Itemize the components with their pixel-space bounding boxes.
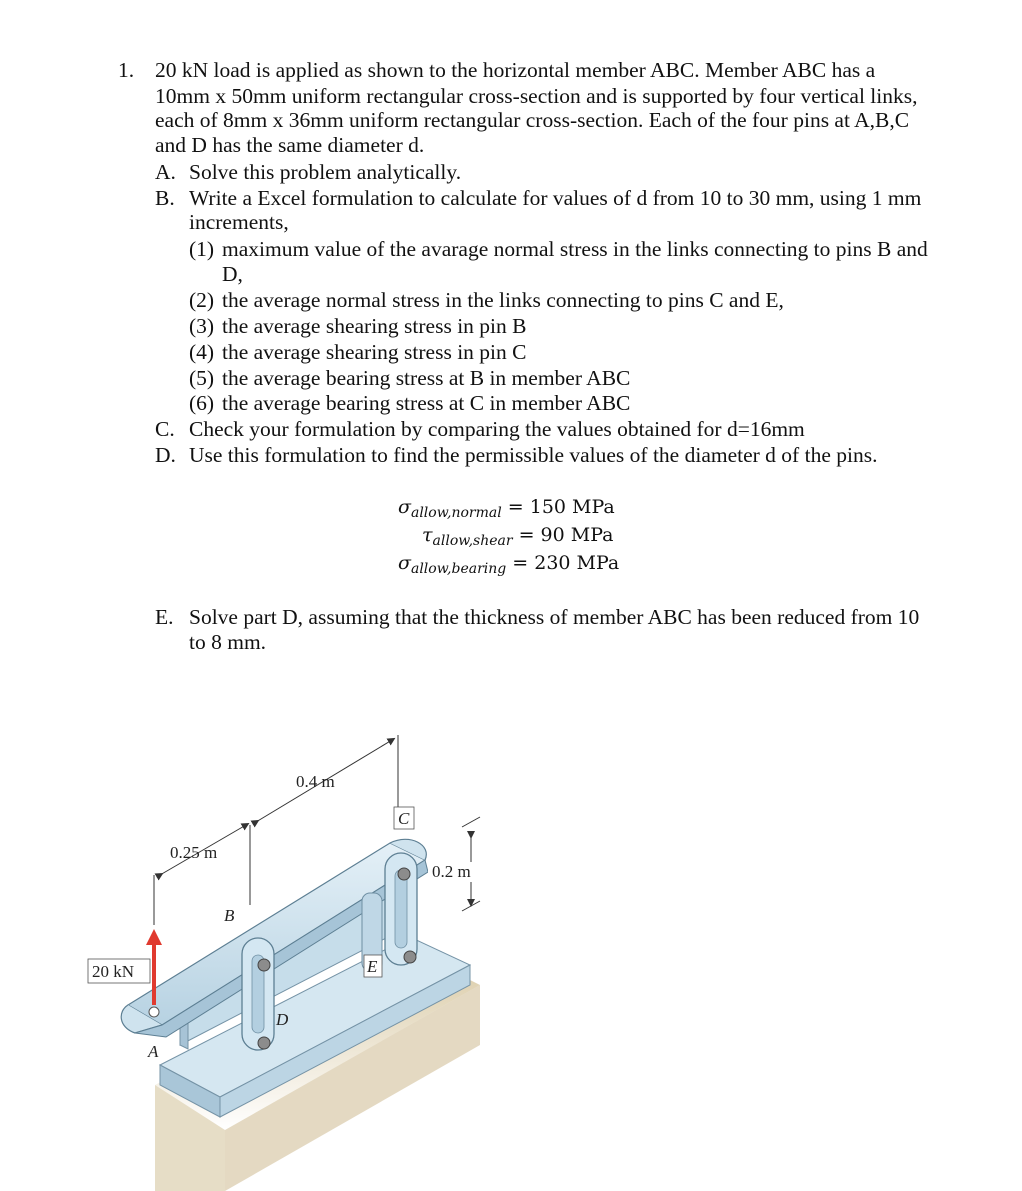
b-item-4-label: (4): [189, 340, 215, 364]
b-item-6-text: the average bearing stress at C in member ABC: [222, 391, 631, 415]
part-b-label: B.: [155, 186, 175, 210]
intro-line-4: and D has the same diameter d.: [155, 133, 425, 157]
dim-label-04: 0.4 m: [296, 772, 335, 791]
b-item-2-label: (2): [189, 288, 215, 312]
part-b-line-2: increments,: [189, 210, 289, 234]
b-item-1-line-2: D,: [222, 262, 243, 286]
pin-c: [398, 868, 410, 880]
b-item-5-text: the average bearing stress at B in member ABC: [222, 366, 631, 390]
intro-line-1: 20 kN load is applied as shown to the horizontal member ABC. Member ABC has a: [155, 58, 876, 82]
pin-e: [404, 951, 416, 963]
dim-label-025: 0.25 m: [170, 843, 218, 862]
label-c: C: [398, 809, 410, 828]
part-c-text: Check your formulation by comparing the values obtained for d=16mm: [189, 417, 805, 441]
intro-line-2: 10mm x 50mm uniform rectangular cross-section and is supported by four vertical links,: [155, 84, 918, 108]
structure-figure: [80, 725, 510, 1191]
part-e-line-1: Solve part D, assuming that the thickness of member ABC has been reduced from 10: [189, 605, 920, 629]
label-b: B: [224, 906, 235, 925]
load-label: 20 kN: [92, 962, 135, 981]
b-item-1-label: (1): [189, 237, 215, 261]
intro-line-3: each of 8mm x 36mm uniform rectangular cross-section. Each of the four pins at A,B,C: [155, 108, 910, 132]
part-a-text: Solve this problem analytically.: [189, 160, 462, 184]
b-item-5-label: (5): [189, 366, 215, 390]
b-item-3-text: the average shearing stress in pin B: [222, 314, 527, 338]
part-c-label: C.: [155, 417, 175, 441]
allow-bearing-eq: $\sigma_{allow,bearing} = 230$ MPa: [398, 552, 620, 577]
b-item-6-label: (6): [189, 391, 215, 415]
b-item-2-text: the average normal stress in the links connecting to pins C and E,: [222, 288, 784, 312]
part-a-label: A.: [155, 160, 176, 184]
label-d: D: [276, 1010, 289, 1029]
label-e: E: [367, 957, 378, 976]
pin-a: [149, 1007, 159, 1017]
problem-number: 1.: [118, 58, 135, 82]
part-e-label: E.: [155, 605, 174, 629]
label-a: A: [148, 1042, 159, 1061]
b-item-3-label: (3): [189, 314, 215, 338]
pin-d: [258, 1037, 270, 1049]
part-d-text: Use this formulation to find the permissible values of the diameter d of the pins.: [189, 443, 878, 467]
link-ce-slot: [395, 870, 407, 948]
part-b-line-1: Write a Excel formulation to calculate for values of d from 10 to 30 mm, using 1 mm: [189, 186, 922, 210]
part-e-line-2: to 8 mm.: [189, 630, 267, 654]
part-d-label: D.: [155, 443, 176, 467]
load-arrow-head: [146, 929, 162, 945]
allow-normal-eq: $\sigma_{allow,normal} = 150$ MPa: [398, 496, 615, 521]
allow-shear-eq: $\tau_{allow,shear} = 90$ MPa: [422, 524, 614, 549]
pin-b: [258, 959, 270, 971]
b-item-4-text: the average shearing stress in pin C: [222, 340, 527, 364]
b-item-1-line-1: maximum value of the avarage normal stress in the links connecting to pins B and: [222, 237, 928, 261]
dim-label-02: 0.2 m: [432, 862, 471, 881]
dim-02-top: [462, 817, 480, 827]
